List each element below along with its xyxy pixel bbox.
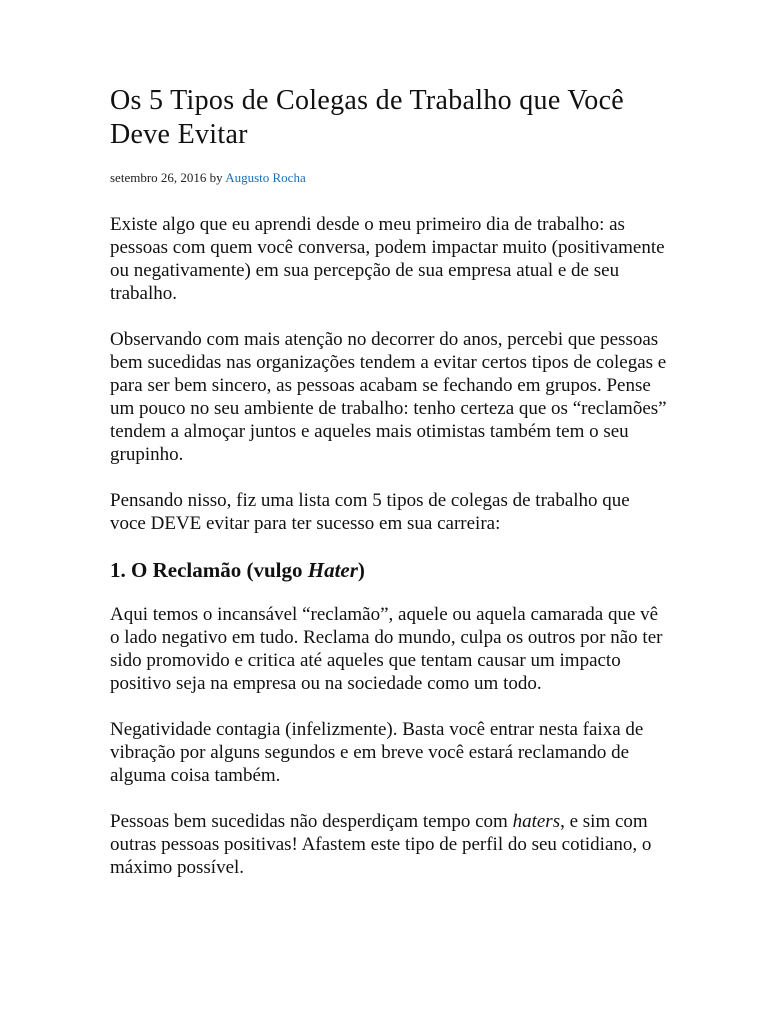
article-body (110, 213, 670, 879)
paragraph-advice (110, 810, 670, 879)
author-link[interactable]: Augusto Rocha (225, 170, 306, 185)
paragraph-reclamao-description: Aqui temos o incansável “reclamão”, aquele ou aquela camarada que vê o lado negativo em tudo. Reclama do mundo, culpa os outros por não ter sido promovido e critica até aqueles que tentam causar um impacto positivo seja na empresa ou na sociedade como um todo. (110, 604, 663, 694)
paragraph-list-intro: Pensando nisso, fiz uma lista com 5 tipos de colegas de trabalho que voce DEVE evitar para ter sucesso em sua carreira: (110, 490, 630, 534)
section-heading-suffix: ) (357, 558, 365, 582)
article-meta (110, 169, 670, 187)
section-heading-italic: Hater (307, 558, 358, 582)
paragraph-observation: Observando com mais atenção no decorrer do anos, percebi que pessoas bem sucedidas nas organizações tendem a evitar certos tipos de colegas e para ser bem sincero, as pessoas acabam se fechando em grupos. Pense um pouco no seu ambiente de trabalho: tenho certeza que os “reclamões” tendem a almoçar juntos e aqueles mais otimistas também tem o seu grupinho. (110, 329, 667, 465)
advice-text-before: Pessoas bem sucedidas não desperdiçam tempo com (110, 811, 513, 832)
section-heading-reclamao (110, 557, 670, 583)
advice-text-after: , e sim com outras pessoas positivas! Afastem este tipo de perfil do seu cotidiano, o máximo possível. (110, 811, 652, 878)
paragraph-intro: Existe algo que eu aprendi desde o meu primeiro dia de trabalho: as pessoas com quem você conversa, podem impactar muito (positivamente ou negativamente) em sua percepção de sua empresa atual e de seu trabalho. (110, 214, 665, 304)
publish-date: setembro 26, 2016 (110, 170, 207, 185)
paragraph-negativity: Negatividade contagia (infelizmente). Basta você entrar nesta faixa de vibração por alguns segundos e em breve você estará reclamando de alguma coisa também. (110, 719, 644, 786)
article (110, 84, 670, 902)
advice-text-italic: haters (512, 811, 561, 832)
article-title: Os 5 Tipos de Colegas de Trabalho que Você Deve Evitar (110, 85, 625, 150)
section-heading-prefix: 1. O Reclamão (vulgo (110, 558, 308, 582)
byline-by: by (209, 170, 223, 185)
